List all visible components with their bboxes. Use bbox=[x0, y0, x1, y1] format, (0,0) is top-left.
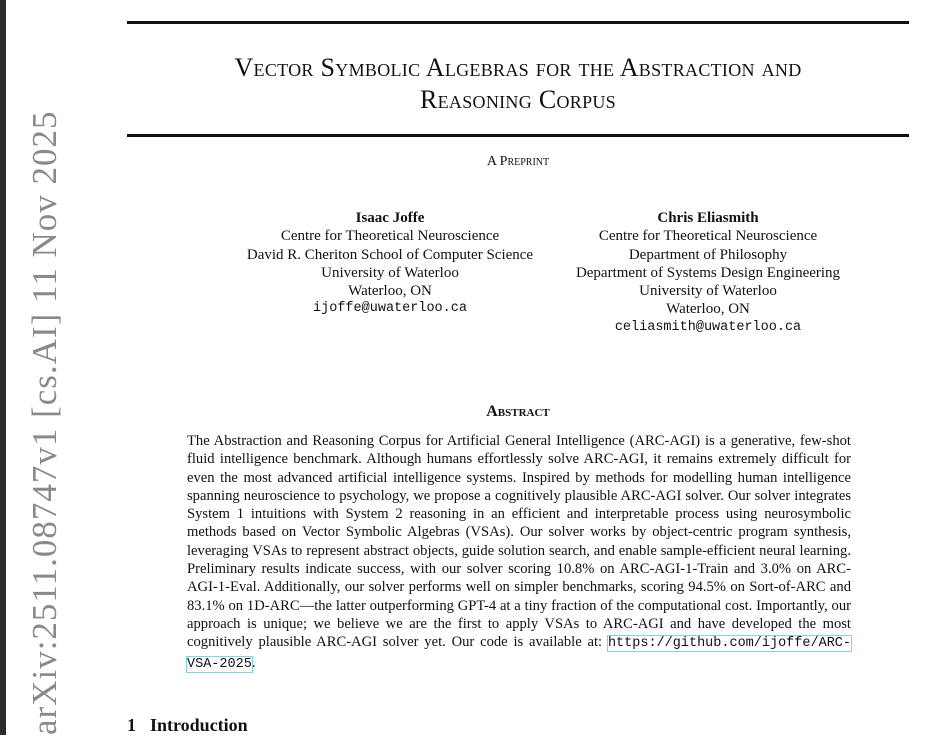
author-affiliation: Waterloo, ON bbox=[348, 283, 432, 300]
preprint-label: A Preprint bbox=[486, 154, 550, 169]
page-left-border bbox=[0, 0, 6, 735]
abstract-heading: Abstract bbox=[486, 403, 550, 420]
section-number: 1 bbox=[127, 715, 136, 735]
author-block-2 bbox=[528, 209, 888, 337]
title-line-1: Vector Symbolic Algebras for the Abstraction and bbox=[234, 53, 802, 82]
author-affiliation: University of Waterloo bbox=[321, 264, 459, 281]
section-title: Introduction bbox=[150, 715, 248, 735]
author-name: Isaac Joffe bbox=[355, 210, 425, 226]
author-email[interactable]: celiasmith@uwaterloo.ca bbox=[614, 319, 802, 335]
title-bottom-rule bbox=[127, 134, 909, 137]
arxiv-identifier-stamp: arXiv:2511.08747v1 [cs.AI] 11 Nov 2025 bbox=[25, 110, 64, 735]
author-affiliation: Department of Systems Design Engineering bbox=[575, 264, 841, 281]
author-affiliation: Department of Philosophy bbox=[628, 246, 788, 263]
author-affiliation: Waterloo, ON bbox=[666, 301, 750, 318]
author-affiliation: Centre for Theoretical Neuroscience bbox=[280, 228, 500, 245]
author-affiliation: Centre for Theoretical Neuroscience bbox=[598, 228, 818, 245]
abstract-end: . bbox=[251, 654, 256, 671]
author-affiliation: University of Waterloo bbox=[639, 283, 777, 300]
abstract-text: The Abstraction and Reasoning Corpus for Artificial General Intelligence (ARC-AGI) is a generative, few-shot fluid intelligence benchmark. Although humans effortlessly solve ARC-AGI, it remains extremely difficult for even the most advanced artificial intelligence systems. Inspired by methods for modelling human intelligence spanning neuroscience to psychology, we propose a cognitively plausible ARC-AGI solver. Our solver integrates System 1 intuitions with System 2 reasoning in an efficient and interpretable process using neurosymbolic methods based on Vector Symbolic Algebras (VSAs). Our solver works by object-centric program synthesis, leveraging VSAs to represent abstract objects, guide solution search, and enable sample-efficient neural learning. Preliminary results indicate success, with our solver scoring 10.8% on ARC-AGI-1-Train and 3.0% on ARC-AGI-1-Eval. Additionally, our solver performs well on simpler benchmarks, scoring 94.5% on Sort-of-ARC and 83.1% on 1D-ARC—the latter outperforming GPT-4 at a tiny fraction of the computational cost. Importantly, our approach is unique; we believe we are the first to apply VSAs to ARC-AGI and have developed the most cognitively plausible ARC-AGI solver yet. Our code is available at: bbox=[187, 433, 851, 651]
title-top-rule bbox=[127, 21, 909, 24]
paper-title bbox=[127, 52, 909, 116]
author-email[interactable]: ijoffe@uwaterloo.ca bbox=[313, 301, 467, 317]
code-repository-link[interactable]: https://github.com/ijoffe/ARC-VSA-2025 bbox=[187, 636, 851, 672]
abstract-body bbox=[187, 432, 851, 674]
author-affiliation: David R. Cheriton School of Computer Science bbox=[246, 246, 534, 263]
author-name: Chris Eliasmith bbox=[657, 210, 759, 226]
section-heading-introduction bbox=[127, 715, 248, 736]
title-line-2: Reasoning Corpus bbox=[419, 85, 616, 114]
